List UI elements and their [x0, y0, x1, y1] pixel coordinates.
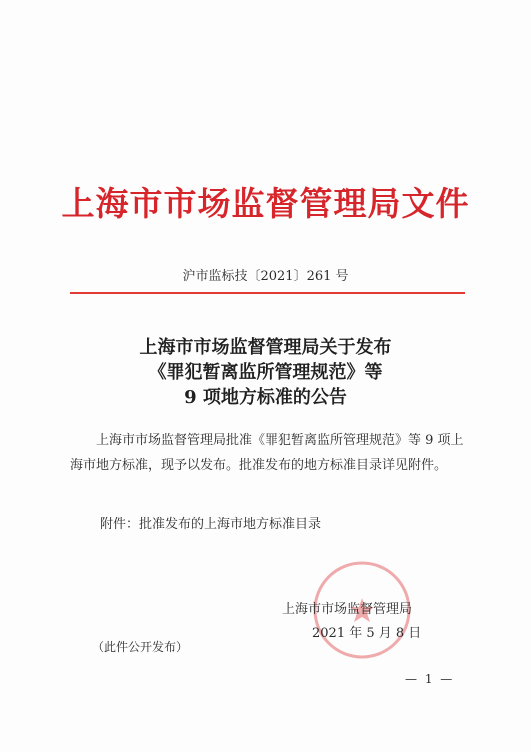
- body-paragraph: 上海市市场监督管理局批准《罪犯暂离监所管理规范》等 9 项上海市地方标准，现予以发布。批准发布的地方标准目录详见附件。: [70, 433, 464, 473]
- issuer-header-title: 上海市市场监督管理局文件: [61, 184, 470, 223]
- announcement-title-line-3: 9 项地方标准的公告: [184, 387, 347, 408]
- release-note: （此件公开发布）: [92, 640, 189, 654]
- page-number: — 1 —: [405, 672, 455, 686]
- document-number: 沪市监标技〔2021〕261 号: [182, 269, 349, 284]
- attachment-note: 附件：批准发布的上海市地方标准目录: [100, 517, 322, 532]
- signing-organization: 上海市市场监督管理局: [282, 602, 413, 617]
- signing-date: 2021 年 5 月 8 日: [312, 626, 422, 641]
- announcement-title-line-1: 上海市市场监督管理局关于发布: [139, 337, 392, 358]
- red-divider-line: [70, 292, 465, 294]
- announcement-title-line-2: 《罪犯暂离监所管理规范》等: [148, 362, 383, 383]
